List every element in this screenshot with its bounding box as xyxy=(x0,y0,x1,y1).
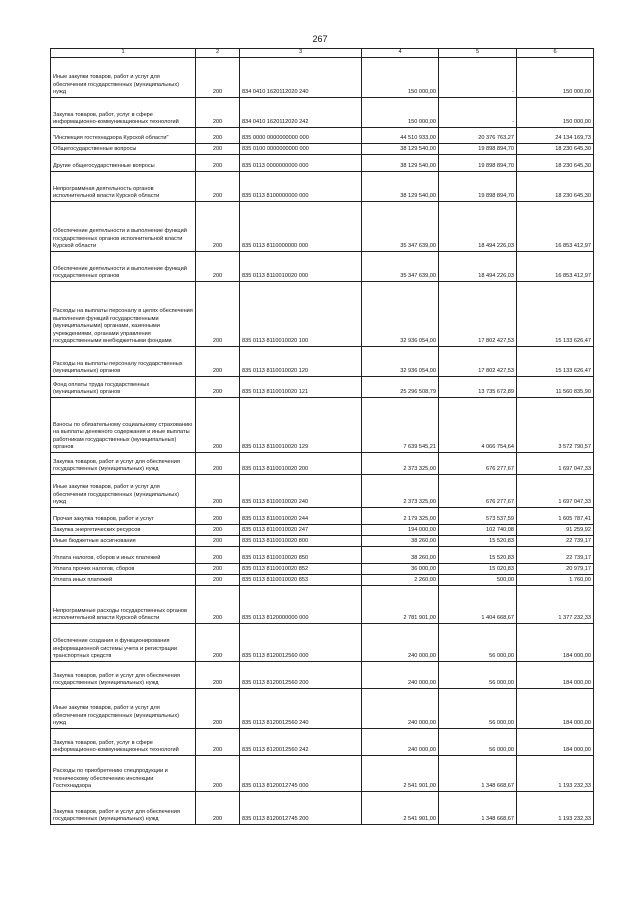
row-executed: 19 898 894,70 xyxy=(439,144,517,155)
row-code: 200 xyxy=(196,128,240,144)
row-kbk: 835 0113 8110000000 000 xyxy=(240,202,362,252)
row-remaining: 15 133 626,47 xyxy=(517,282,594,347)
row-remaining: 1 605 787,41 xyxy=(517,508,594,525)
header-cell: 5 xyxy=(439,49,517,58)
row-code: 200 xyxy=(196,98,240,128)
table-row xyxy=(51,398,594,453)
row-name: Иные бюджетные ассигнования xyxy=(51,536,196,547)
row-code: 200 xyxy=(196,792,240,825)
row-executed: 13 735 672,89 xyxy=(439,377,517,398)
row-executed: 19 898 894,70 xyxy=(439,155,517,172)
row-remaining: 1 760,00 xyxy=(517,575,594,586)
row-name: Непрограммные расходы государственных органов исполнительной власти Курской области xyxy=(51,586,196,624)
row-code: 200 xyxy=(196,58,240,98)
row-kbk: 835 0113 8110010020 244 xyxy=(240,508,362,525)
row-kbk: 835 0113 8120012560 242 xyxy=(240,729,362,756)
header-cell: 4 xyxy=(362,49,439,58)
row-executed: 15 520,83 xyxy=(439,536,517,547)
row-name: Иные закупки товаров, работ и услуг для обеспечения государственных (муниципальных) нужд xyxy=(51,58,196,98)
row-remaining: 18 230 645,30 xyxy=(517,155,594,172)
row-name: Непрограммная деятельность органов исполнительной власти Курской области xyxy=(51,172,196,202)
row-code: 200 xyxy=(196,575,240,586)
row-executed: 17 802 427,53 xyxy=(439,282,517,347)
row-remaining: 3 572 790,57 xyxy=(517,398,594,453)
row-code: 200 xyxy=(196,525,240,536)
table-row xyxy=(51,792,594,825)
row-executed: 56 000,00 xyxy=(439,624,517,662)
row-kbk: 835 0113 8100000000 000 xyxy=(240,172,362,202)
table-row xyxy=(51,586,594,624)
row-allocated: 36 000,00 xyxy=(362,564,439,575)
row-name: Закупка товаров, работ, услуг в сфере информационно-коммуникационных технологий xyxy=(51,98,196,128)
row-code: 200 xyxy=(196,453,240,475)
row-remaining: 1 377 232,33 xyxy=(517,586,594,624)
row-executed: 56 000,00 xyxy=(439,689,517,729)
row-allocated: 2 541 901,00 xyxy=(362,756,439,792)
row-remaining: 11 560 835,90 xyxy=(517,377,594,398)
row-allocated: 2 373 325,00 xyxy=(362,453,439,475)
row-allocated: 194 000,00 xyxy=(362,525,439,536)
row-code: 200 xyxy=(196,282,240,347)
row-name: Закупка товаров, работ и услуг для обеспечения государственных (муниципальных) нужд xyxy=(51,453,196,475)
table-row xyxy=(51,662,594,689)
row-allocated: 240 000,00 xyxy=(362,624,439,662)
row-remaining: 1 193 232,33 xyxy=(517,756,594,792)
row-executed: 500,00 xyxy=(439,575,517,586)
table-row xyxy=(51,536,594,547)
row-code: 200 xyxy=(196,144,240,155)
table-row xyxy=(51,729,594,756)
row-allocated: 2 260,00 xyxy=(362,575,439,586)
row-allocated: 38 129 540,00 xyxy=(362,155,439,172)
row-kbk: 834 0410 1620112020 240 xyxy=(240,58,362,98)
row-name: Иные закупки товаров, работ и услуг для обеспечения государственных (муниципальных) нужд xyxy=(51,475,196,508)
row-allocated: 38 260,00 xyxy=(362,536,439,547)
row-allocated: 25 296 508,79 xyxy=(362,377,439,398)
row-executed: - xyxy=(439,98,517,128)
row-executed: 19 898 894,70 xyxy=(439,172,517,202)
row-kbk: 835 0113 0000000000 000 xyxy=(240,155,362,172)
row-remaining: 20 979,17 xyxy=(517,564,594,575)
row-code: 200 xyxy=(196,536,240,547)
row-kbk: 835 0113 8110010020 240 xyxy=(240,475,362,508)
row-kbk: 835 0113 8110010020 852 xyxy=(240,564,362,575)
row-allocated: 44 510 933,00 xyxy=(362,128,439,144)
row-allocated: 2 179 325,00 xyxy=(362,508,439,525)
row-code: 200 xyxy=(196,172,240,202)
table-row xyxy=(51,453,594,475)
row-name: Общегосударственные вопросы xyxy=(51,144,196,155)
row-remaining: 150 000,00 xyxy=(517,58,594,98)
table-row xyxy=(51,172,594,202)
row-executed: 573 537,59 xyxy=(439,508,517,525)
row-allocated: 32 936 054,00 xyxy=(362,282,439,347)
row-name: Закупка товаров, работ и услуг для обеспечения государственных (муниципальных) нужд xyxy=(51,662,196,689)
row-code: 200 xyxy=(196,347,240,377)
row-name: Взносы по обязательному социальному страхованию на выплаты денежного содержания и иные выплаты работникам государственных (муниципальных) органов xyxy=(51,398,196,453)
row-name: Уплата прочих налогов, сборов xyxy=(51,564,196,575)
row-code: 200 xyxy=(196,689,240,729)
row-code: 200 xyxy=(196,155,240,172)
row-remaining: 15 133 626,47 xyxy=(517,347,594,377)
row-executed: 20 376 763,27 xyxy=(439,128,517,144)
row-name: Уплата налогов, сборов и иных платежей xyxy=(51,547,196,564)
table-row xyxy=(51,252,594,282)
row-kbk: 835 0113 8110010020 121 xyxy=(240,377,362,398)
row-remaining: 1 697 047,33 xyxy=(517,475,594,508)
row-code: 200 xyxy=(196,475,240,508)
row-code: 200 xyxy=(196,202,240,252)
row-name: Другие общегосударственные вопросы xyxy=(51,155,196,172)
row-code: 200 xyxy=(196,586,240,624)
row-allocated: 150 000,00 xyxy=(362,98,439,128)
row-allocated: 38 129 540,00 xyxy=(362,144,439,155)
row-remaining: 184 000,00 xyxy=(517,689,594,729)
row-allocated: 35 347 639,00 xyxy=(362,202,439,252)
row-name: Обеспечение создания и функционирования информационной системы учета и регистрации транспортных средств xyxy=(51,624,196,662)
row-executed: 4 066 754,64 xyxy=(439,398,517,453)
row-executed: 18 494 226,03 xyxy=(439,202,517,252)
table-row xyxy=(51,155,594,172)
row-name: Фонд оплаты труда государственных (муниципальных) органов xyxy=(51,377,196,398)
row-executed: 15 020,83 xyxy=(439,564,517,575)
row-kbk: 835 0100 0000000000 000 xyxy=(240,144,362,155)
row-executed: 102 740,08 xyxy=(439,525,517,536)
row-remaining: 22 739,17 xyxy=(517,547,594,564)
budget-table xyxy=(50,48,594,825)
table-row xyxy=(51,144,594,155)
row-executed: 676 277,67 xyxy=(439,453,517,475)
row-kbk: 835 0113 8110010020 247 xyxy=(240,525,362,536)
row-remaining: 184 000,00 xyxy=(517,662,594,689)
row-code: 200 xyxy=(196,398,240,453)
row-kbk: 835 0113 8120012745 000 xyxy=(240,756,362,792)
row-executed: 56 000,00 xyxy=(439,662,517,689)
row-code: 200 xyxy=(196,508,240,525)
row-kbk: 835 0113 8120012560 240 xyxy=(240,689,362,729)
row-remaining: 24 134 169,73 xyxy=(517,128,594,144)
table-row xyxy=(51,508,594,525)
row-kbk: 835 0113 8120012745 200 xyxy=(240,792,362,825)
row-kbk: 835 0113 8110010020 850 xyxy=(240,547,362,564)
table-row xyxy=(51,689,594,729)
row-executed: 18 494 226,03 xyxy=(439,252,517,282)
row-name: Обеспечение деятельности и выполнение функций государственных органов исполнительной власти Курской области xyxy=(51,202,196,252)
row-allocated: 2 541 901,00 xyxy=(362,792,439,825)
row-name: Уплата иных платежей xyxy=(51,575,196,586)
table-row xyxy=(51,575,594,586)
row-code: 200 xyxy=(196,662,240,689)
table-row xyxy=(51,58,594,98)
header-cell: 6 xyxy=(517,49,594,58)
row-allocated: 2 373 325,00 xyxy=(362,475,439,508)
row-code: 200 xyxy=(196,252,240,282)
row-kbk: 835 0113 8120012560 000 xyxy=(240,624,362,662)
row-allocated: 38 260,00 xyxy=(362,547,439,564)
row-remaining: 91 259,92 xyxy=(517,525,594,536)
row-name: Расходы на выплаты персоналу государственных (муниципальных) органов xyxy=(51,347,196,377)
row-allocated: 150 000,00 xyxy=(362,58,439,98)
page-number: 267 xyxy=(312,34,328,44)
row-kbk: 835 0113 8110010020 000 xyxy=(240,252,362,282)
table-row xyxy=(51,347,594,377)
row-executed: 1 348 668,67 xyxy=(439,792,517,825)
table-row xyxy=(51,624,594,662)
table-row xyxy=(51,202,594,252)
row-remaining: 22 739,17 xyxy=(517,536,594,547)
row-name: Расходы на выплаты персоналу в целях обеспечения выполнения функций государственными (муниципальными) органами, казенными учреждениями, органами управления государственными внебюджетными фондами xyxy=(51,282,196,347)
row-executed: - xyxy=(439,58,517,98)
row-remaining: 16 853 412,97 xyxy=(517,252,594,282)
row-executed: 1 348 668,67 xyxy=(439,756,517,792)
row-name: Расходы по приобретению спецпродукции и техническому обеспечению инспекции Гостехнадзора xyxy=(51,756,196,792)
row-remaining: 184 000,00 xyxy=(517,624,594,662)
row-kbk: 835 0113 8120012560 200 xyxy=(240,662,362,689)
row-remaining: 1 697 047,33 xyxy=(517,453,594,475)
row-allocated: 240 000,00 xyxy=(362,729,439,756)
table-row xyxy=(51,525,594,536)
row-remaining: 184 000,00 xyxy=(517,729,594,756)
row-allocated: 32 936 054,00 xyxy=(362,347,439,377)
row-name: Прочая закупка товаров, работ и услуг xyxy=(51,508,196,525)
header-cell: 3 xyxy=(240,49,362,58)
row-kbk: 835 0113 8110010020 200 xyxy=(240,453,362,475)
row-allocated: 2 781 901,00 xyxy=(362,586,439,624)
row-name: Закупка товаров, работ, услуг в сфере информационно-коммуникационных технологий xyxy=(51,729,196,756)
row-name: Закупка энергетических ресурсов xyxy=(51,525,196,536)
table-row xyxy=(51,564,594,575)
row-code: 200 xyxy=(196,377,240,398)
row-remaining: 1 193 232,33 xyxy=(517,792,594,825)
row-code: 200 xyxy=(196,624,240,662)
row-code: 200 xyxy=(196,756,240,792)
row-kbk: 835 0113 8110010020 129 xyxy=(240,398,362,453)
table-row xyxy=(51,547,594,564)
row-remaining: 150 000,00 xyxy=(517,98,594,128)
row-remaining: 18 230 645,30 xyxy=(517,172,594,202)
row-name: Иные закупки товаров, работ и услуг для обеспечения государственных (муниципальных) нужд xyxy=(51,689,196,729)
table-row xyxy=(51,756,594,792)
row-code: 200 xyxy=(196,564,240,575)
header-row xyxy=(51,49,594,58)
row-executed: 15 520,83 xyxy=(439,547,517,564)
row-allocated: 240 000,00 xyxy=(362,662,439,689)
row-allocated: 35 347 639,00 xyxy=(362,252,439,282)
row-remaining: 16 853 412,97 xyxy=(517,202,594,252)
row-name: Закупка товаров, работ и услуг для обеспечения государственных (муниципальных) нужд xyxy=(51,792,196,825)
row-kbk: 835 0113 8110010020 100 xyxy=(240,282,362,347)
row-kbk: 835 0113 8120000000 000 xyxy=(240,586,362,624)
table-row xyxy=(51,475,594,508)
header-cell: 2 xyxy=(196,49,240,58)
row-kbk: 834 0410 1620112020 242 xyxy=(240,98,362,128)
row-kbk: 835 0113 8110010020 853 xyxy=(240,575,362,586)
row-kbk: 835 0113 8110010020 800 xyxy=(240,536,362,547)
row-kbk: 835 0113 8110010020 120 xyxy=(240,347,362,377)
row-code: 200 xyxy=(196,547,240,564)
table-row xyxy=(51,98,594,128)
table-row xyxy=(51,377,594,398)
header-cell: 1 xyxy=(51,49,196,58)
row-remaining: 18 230 645,30 xyxy=(517,144,594,155)
table-row xyxy=(51,282,594,347)
row-executed: 1 404 668,67 xyxy=(439,586,517,624)
row-name: "Инспекция гостехнадзора Курской области" xyxy=(51,128,196,144)
row-executed: 56 000,00 xyxy=(439,729,517,756)
row-name: Обеспечение деятельности и выполнение функций государственных органов xyxy=(51,252,196,282)
row-allocated: 7 639 545,21 xyxy=(362,398,439,453)
table-row xyxy=(51,128,594,144)
row-executed: 17 802 427,53 xyxy=(439,347,517,377)
row-kbk: 835 0000 0000000000 000 xyxy=(240,128,362,144)
row-allocated: 38 129 540,00 xyxy=(362,172,439,202)
row-allocated: 240 000,00 xyxy=(362,689,439,729)
row-executed: 676 277,67 xyxy=(439,475,517,508)
row-code: 200 xyxy=(196,729,240,756)
